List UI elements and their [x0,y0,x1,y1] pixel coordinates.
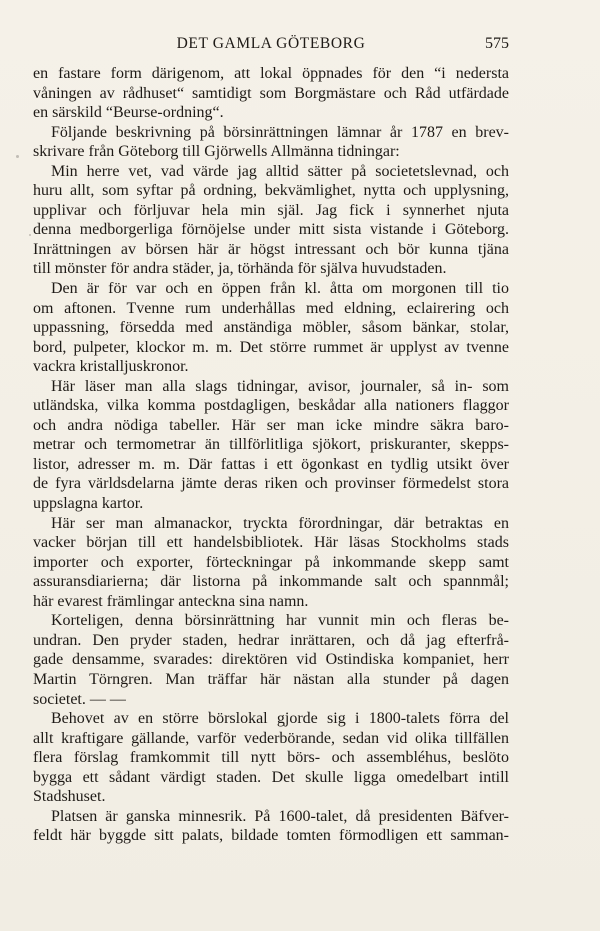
text-line: importer och exporter, förteckningar på inkommande skepp samt [33,553,509,571]
text-line: undran. Den pryder staden, hedrar inrättaren, och då jag efterfrå- [33,631,509,649]
paper-speck [29,234,31,236]
text-line: och andra nödiga tabeller. Här ser man icke mindre säkra baro- [33,416,509,434]
text-line: allt kraftigare gällande, varför vederbörande, sedan vid olika tillfällen [33,729,509,747]
text-line: Den är för var och en öppen från kl. åtta om morgonen till tio [51,280,509,298]
text-line: en särskild “Beurse-ordning“. [33,104,224,122]
text-line: vacker början till ett handelsbibliotek. Här läsas Stockholms stads [33,534,509,552]
text-line: bord, pulpeter, klockor m. m. Det större rummet är upplyst av tvenne [33,338,509,356]
text-line: Martin Törngren. Man träffar här nästan alla stunder på dagen [33,670,509,688]
text-line: huru allt, som syftar på ordning, bekvämlighet, nytta och upplysning, [33,182,509,200]
text-line: Korteligen, denna börsinrättning har vunnit min och fleras be- [51,612,509,630]
body-text [33,64,509,846]
text-line: här evarest främlingar anteckna sina namn. [33,592,309,610]
text-line: metrar och termometrar än tillförlitliga sjökort, priskuranter, skepps- [33,436,509,454]
text-line: flera förslag framkommit till nytt börs- och assembléhus, beslöto [33,749,509,767]
text-line: uppassning, försedda med anständiga möbler, såsom bänkar, stolar, [33,319,509,337]
text-line: bygga ett sådant värdigt staden. Det skulle ligga omedelbart intill [33,768,509,786]
text-line: listor, adresser m. m. Där fattas i ett ögonkast en tydlig utsikt över [33,455,509,473]
page-header [33,32,509,56]
text-line: denna medborgerliga förnöjelse under mitt sista vistande i Göteborg. [33,221,509,239]
text-line: våningen av rådhuset“ samtidigt som Borgmästare och Råd utfärdade [33,84,509,102]
text-line: uppslagna kartor. [33,495,144,513]
text-line: Min herre vet, vad värde jag alltid sätter på societetslevnad, och [51,162,509,180]
text-line: om aftonen. Tvenne rum underhållas med eldning, eclairering och [33,299,509,317]
text-line: Följande beskrivning på börsinrättningen lämnar år 1787 en brev- [51,123,509,141]
text-line: upplivar och förljuvar hela min själ. Jag fick i synnerhet njuta [33,201,509,219]
text-line: Platsen är ganska minnesrik. På 1600-talet, då presidenten Bäfver- [51,807,509,825]
text-line: skrivare från Göteborg till Gjörwells Allmänna tidningar: [33,143,400,161]
text-line: till mönster för andra städer, ja, törhända för själva huvudstaden. [33,260,447,278]
text-line: gade densamme, svarades: direktören vid Ostindiska kompaniet, herr [33,651,509,669]
text-line: vackra kristalljuskronor. [33,358,189,376]
text-line: assuransdiarierna; där listorna på inkommande salt och spannmål; [33,573,509,591]
paper-speck [16,155,19,158]
text-line: societet. — — [33,690,126,708]
text-line: Behovet av en större börslokal gjorde sig i 1800-talets förra del [51,710,509,728]
running-head: DET GAMLA GÖTEBORG [176,35,366,52]
text-line: feldt här byggde sitt palats, bildade tomten förmodligen ett samman- [33,827,509,845]
text-line: Stadshuset. [33,788,106,806]
text-line: Här ser man almanackor, tryckta förordningar, där betraktas en [51,514,509,532]
text-line: Här läser man alla slags tidningar, avisor, journaler, så in- som [51,377,509,395]
page-number: 575 [485,35,509,52]
text-line: Inrättningen av börsen här är högst intressant och bör kunna tjäna [33,240,509,258]
text-line: utländska, vilka komma postdagligen, beskådar alla nationers flaggor [33,397,509,415]
text-line: de fyra världsdelarna jämte deras riken och provinser förmedelst stora [33,475,509,493]
text-line: en fastare form därigenom, att lokal öppnades för den “i nedersta [33,65,509,82]
